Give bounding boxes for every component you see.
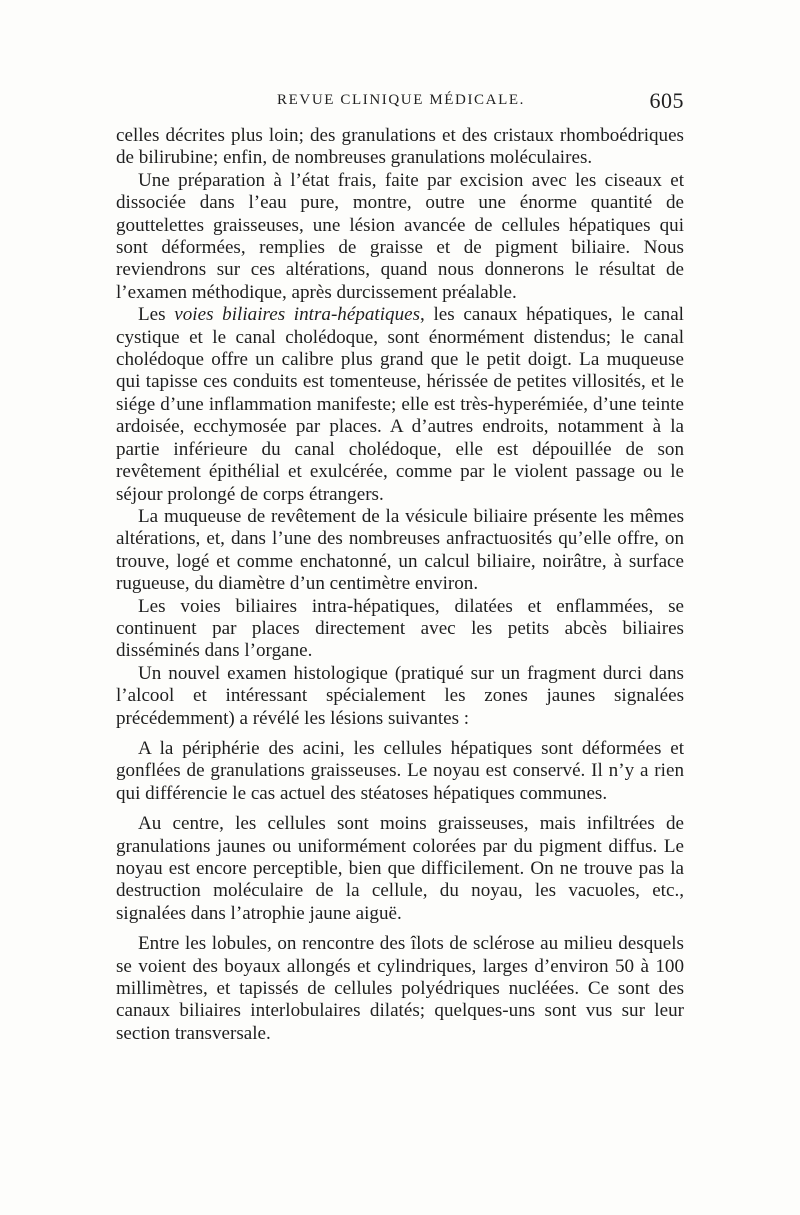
paragraph-7: A la périphérie des acini, les cellules hépatiques sont déformées et gonflées de granulations graisseuses. Le noyau est conservé. Il n’y a rien qui différencie le cas actuel des stéatoses hépatiques communes. (116, 737, 684, 804)
paragraph-3-rest: , les canaux hépatiques, le canal cystique et le canal cholédoque, sont énormément distendus; le canal cholédoque offre un calibre plus grand que le petit doigt. La muqueuse qui tapisse ces conduits est tomenteuse, hérissée de petites villosités, et le siége d’une inflammation manifeste; elle est très-hyperémiée, d’une teinte ardoisée, ecchymosée par places. A d’autres endroits, notamment à la partie inférieure du canal cholédoque, elle est dépouillée de son revêtement épithélial et exulcérée, comme par le violent passage ou le séjour prolongé de corps étrangers. (116, 304, 684, 505)
paragraph-3-italic-term: voies biliaires intra-hépatiques (174, 304, 421, 326)
paragraph-1: celles décrites plus loin; des granulations et des cristaux rhomboédriques de bilirubine; enfin, de nombreuses granulations moléculaires. (116, 125, 684, 169)
paragraph-3 (116, 304, 684, 506)
paragraph-2: Une préparation à l’état frais, faite par excision avec les ciseaux et dissociée dans l’eau pure, montre, outre une énorme quantité de gouttelettes graisseuses, une lésion avancée de cellules hépatiques qui sont déformées, remplies de graisse et de pigment biliaire. Nous reviendrons sur ces altérations, quand nous donnerons le résultat de l’examen méthodique, après durcissement préalable. (116, 169, 684, 303)
paragraph-5: Les voies biliaires intra-hépatiques, dilatées et enflammées, se continuent par places directement avec les petits abcès biliaires disséminés dans l’organe. (116, 595, 684, 662)
paragraph-4: La muqueuse de revêtement de la vésicule biliaire présente les mêmes altérations, et, dans l’une des nombreuses anfractuosités qu’elle offre, on trouve, logé et comme enchatonné, un calcul biliaire, noirâtre, à surface rugueuse, du diamètre d’un centimètre environ. (116, 505, 684, 595)
article-body (116, 125, 684, 1045)
page-number: 605 (649, 88, 684, 113)
paragraph-9: Entre les lobules, on rencontre des îlots de sclérose au milieu desquels se voient des boyaux allongés et cylindriques, larges d’environ 50 à 100 millimètres, et tapissés de cellules polyédriques nucléées. Ce sont des canaux biliaires interlobulaires dilatés; quelques-uns sont vus sur leur section transversale. (116, 933, 684, 1044)
paragraph-8: Au centre, les cellules sont moins graisseuses, mais infiltrées de granulations jaunes ou uniformément colorées par du pigment diffus. Le noyau est encore perceptible, bien que difficilement. On ne trouve pas la destruction moléculaire de la cellule, du noyau, les vacuoles, etc., signalées dans l’atrophie jaune aiguë. (116, 813, 684, 924)
running-head: REVUE CLINIQUE MÉDICALE. (277, 92, 525, 108)
page-header (118, 88, 684, 120)
paragraph-3-lead: Les (138, 304, 166, 326)
paragraph-6: Un nouvel examen histologique (pratiqué sur un fragment durci dans l’alcool et intéressant spécialement les zones jaunes signalées précédemment) a révélé les lésions suivantes : (116, 662, 684, 729)
